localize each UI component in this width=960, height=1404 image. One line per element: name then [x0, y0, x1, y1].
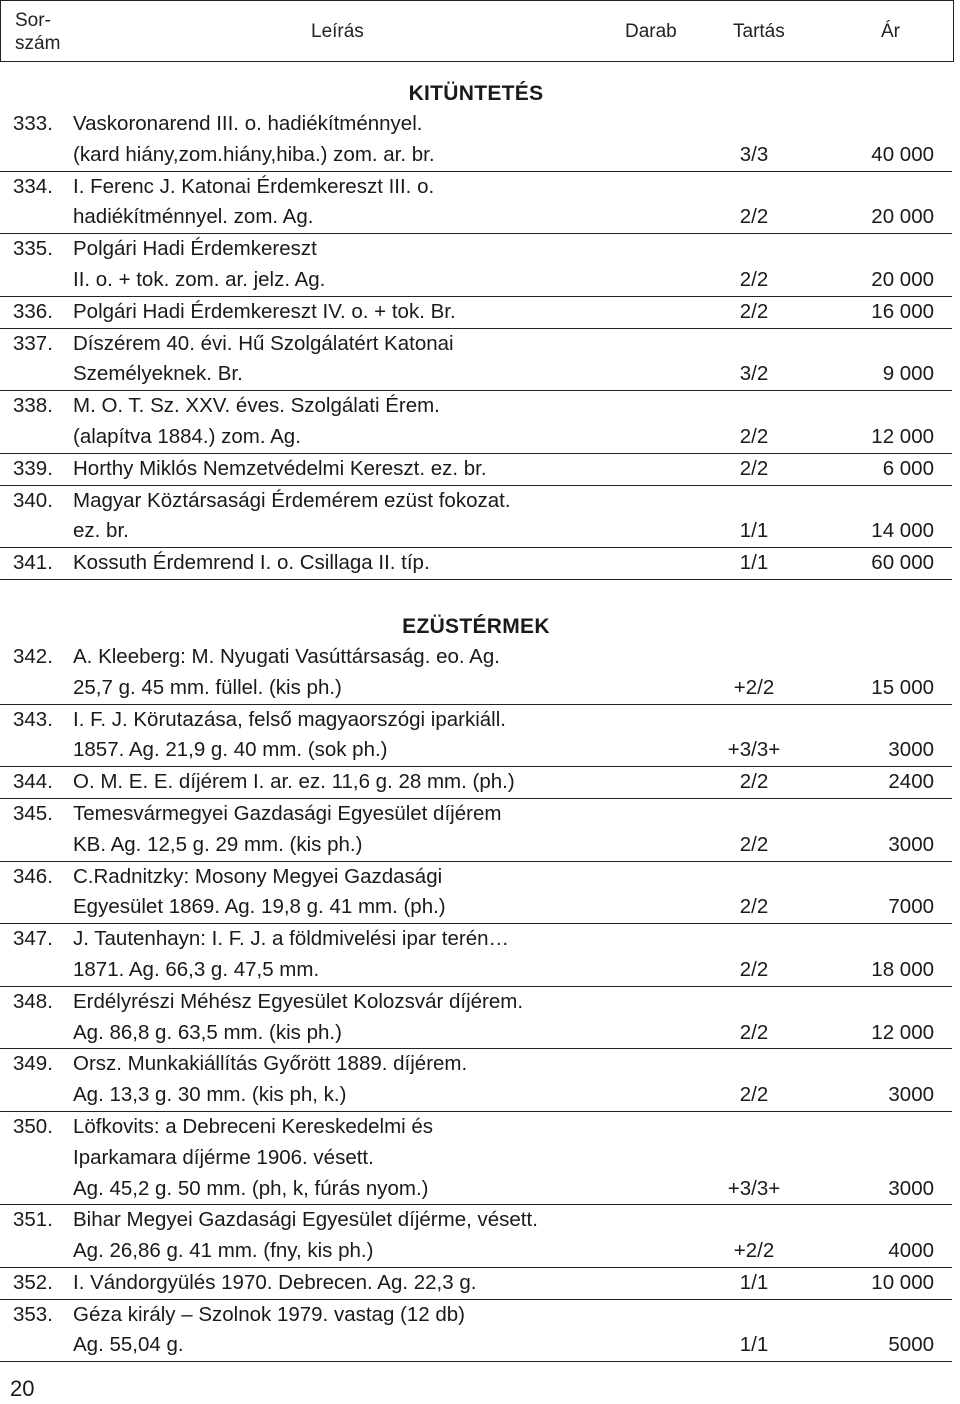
catalog-list [0, 78, 952, 1362]
item-line [0, 1112, 952, 1143]
item-line [0, 172, 952, 203]
item-grade: 1/1 [739, 1333, 769, 1357]
item-price: 6 000 [882, 456, 934, 480]
section-title: EZÜSTÉRMEK [402, 614, 550, 638]
item-grade: +2/2 [733, 1239, 775, 1263]
item-description: ez. br. [73, 519, 129, 543]
item-grade: 2/2 [739, 205, 769, 229]
catalog-item [0, 391, 952, 454]
catalog-item [0, 642, 952, 705]
catalog-item [0, 987, 952, 1050]
item-price: 9 000 [882, 362, 934, 386]
item-line [0, 548, 952, 579]
item-description: (kard hiány,zom.hiány,hiba.) zom. ar. br. [73, 142, 435, 166]
item-description: Orsz. Munkakiállítás Győrött 1889. díjérem. [73, 1052, 468, 1076]
item-description: Iparkamara díjérme 1906. vésett. [73, 1145, 374, 1169]
item-line [0, 892, 952, 923]
catalog-item [0, 329, 952, 392]
section-spacer [0, 580, 952, 611]
catalog-item [0, 1205, 952, 1268]
item-number: 352. [13, 1270, 53, 1294]
header-leiras: Leírás [311, 21, 364, 42]
item-grade: 2/2 [739, 957, 769, 981]
catalog-item [0, 1112, 952, 1205]
item-number: 346. [13, 864, 53, 888]
item-price: 14 000 [871, 519, 934, 543]
item-price: 16 000 [871, 299, 934, 323]
item-grade: 2/2 [739, 424, 769, 448]
item-line [0, 955, 952, 986]
item-description: Polgári Hadi Érdemkereszt [73, 237, 317, 261]
item-line [0, 297, 952, 328]
item-price: 10 000 [871, 1270, 934, 1294]
catalog-item [0, 767, 952, 799]
page-number: 20 [10, 1376, 35, 1401]
catalog-item [0, 109, 952, 172]
item-description: Egyesület 1869. Ag. 19,8 g. 41 mm. (ph.) [73, 895, 446, 919]
header-ar: Ár [881, 21, 900, 42]
item-description: (alapítva 1884.) zom. Ag. [73, 424, 301, 448]
catalog-item [0, 705, 952, 768]
item-number: 341. [13, 551, 53, 575]
item-price: 12 000 [871, 1020, 934, 1044]
item-number: 342. [13, 644, 53, 668]
item-description: Erdélyrészi Méhész Egyesület Kolozsvár díjérem. [73, 989, 524, 1013]
item-description: I. Vándorgyülés 1970. Debrecen. Ag. 22,3 g. [73, 1270, 477, 1294]
item-number: 337. [13, 331, 53, 355]
item-number: 335. [13, 237, 53, 261]
item-number: 343. [13, 707, 53, 731]
item-description: 1857. Ag. 21,9 g. 40 mm. (sok ph.) [73, 738, 388, 762]
item-line [0, 1018, 952, 1049]
item-price: 3000 [888, 1083, 934, 1107]
item-line [0, 1143, 952, 1174]
header-tartas: Tartás [733, 21, 785, 42]
item-description: Ag. 86,8 g. 63,5 mm. (kis ph.) [73, 1020, 342, 1044]
item-line [0, 1174, 952, 1205]
item-grade: 2/2 [739, 267, 769, 291]
item-description: I. F. J. Körutazása, felső magyaorszógi iparkiáll. [73, 707, 506, 731]
item-line [0, 924, 952, 955]
item-description: Horthy Miklós Nemzetvédelmi Kereszt. ez. br. [73, 456, 487, 480]
item-grade: 3/2 [739, 362, 769, 386]
item-line [0, 673, 952, 704]
item-description: KB. Ag. 12,5 g. 29 mm. (kis ph.) [73, 832, 363, 856]
item-description: Kossuth Érdemrend I. o. Csillaga II. típ. [73, 551, 430, 575]
item-description: II. o. + tok. zom. ar. jelz. Ag. [73, 267, 326, 291]
item-number: 350. [13, 1114, 53, 1138]
item-price: 20 000 [871, 267, 934, 291]
item-line [0, 767, 952, 798]
catalog-item [0, 548, 952, 580]
item-line [0, 329, 952, 360]
catalog-item [0, 1268, 952, 1300]
item-line [0, 516, 952, 547]
item-number: 351. [13, 1208, 53, 1232]
item-description: Ag. 13,3 g. 30 mm. (kis ph, k.) [73, 1083, 347, 1107]
item-line [0, 1330, 952, 1361]
item-number: 338. [13, 394, 53, 418]
item-line [0, 987, 952, 1018]
item-price: 4000 [888, 1239, 934, 1263]
item-price: 20 000 [871, 205, 934, 229]
item-number: 336. [13, 299, 53, 323]
item-price: 18 000 [871, 957, 934, 981]
item-line [0, 109, 952, 140]
item-grade: 1/1 [739, 551, 769, 575]
item-line [0, 642, 952, 673]
item-grade: 2/2 [739, 1083, 769, 1107]
item-line [0, 735, 952, 766]
item-line [0, 1049, 952, 1080]
item-grade: +3/3+ [727, 1176, 781, 1200]
item-line [0, 1080, 952, 1111]
item-grade: 2/2 [739, 770, 769, 794]
item-line [0, 1205, 952, 1236]
catalog-item [0, 172, 952, 235]
item-line [0, 265, 952, 296]
item-number: 348. [13, 989, 53, 1013]
item-description: J. Tautenhayn: I. F. J. a földmivelési ipar terén… [73, 927, 510, 951]
item-line [0, 705, 952, 736]
item-grade: +2/2 [733, 675, 775, 699]
item-line [0, 799, 952, 830]
header-darab: Darab [625, 21, 677, 42]
item-price: 40 000 [871, 142, 934, 166]
item-number: 344. [13, 770, 53, 794]
item-line [0, 422, 952, 453]
item-description: Ag. 26,86 g. 41 mm. (fny, kis ph.) [73, 1239, 374, 1263]
item-price: 3000 [888, 1176, 934, 1200]
item-grade: 2/2 [739, 832, 769, 856]
catalog-item [0, 234, 952, 297]
item-price: 5000 [888, 1333, 934, 1357]
item-line [0, 234, 952, 265]
item-line [0, 202, 952, 233]
item-grade: 2/2 [739, 895, 769, 919]
item-description: Géza király – Szolnok 1979. vastag (12 db) [73, 1302, 465, 1326]
item-description: Ag. 45,2 g. 50 mm. (ph, k, fúrás nyom.) [73, 1176, 429, 1200]
catalog-item [0, 297, 952, 329]
item-description: Bihar Megyei Gazdasági Egyesület díjérme, vésett. [73, 1208, 538, 1232]
item-price: 15 000 [871, 675, 934, 699]
item-line [0, 1300, 952, 1331]
catalog-item [0, 454, 952, 486]
item-description: A. Kleeberg: M. Nyugati Vasúttársaság. eo. Ag. [73, 644, 500, 668]
catalog-item [0, 486, 952, 549]
catalog-item [0, 1049, 952, 1112]
catalog-item [0, 862, 952, 925]
item-grade: +3/3+ [727, 738, 781, 762]
item-description: Polgári Hadi Érdemkereszt IV. o. + tok. Br. [73, 299, 456, 323]
item-line [0, 1236, 952, 1267]
item-price: 3000 [888, 832, 934, 856]
item-number: 349. [13, 1052, 53, 1076]
item-grade: 3/3 [739, 142, 769, 166]
item-grade: 2/2 [739, 456, 769, 480]
item-price: 12 000 [871, 424, 934, 448]
item-description: C.Radnitzky: Mosony Megyei Gazdasági [73, 864, 443, 888]
item-number: 353. [13, 1302, 53, 1326]
header-sorszam: Sor- szám [15, 10, 61, 54]
item-description: Löfkovits: a Debreceni Kereskedelmi és [73, 1114, 434, 1138]
item-description: Személyeknek. Br. [73, 362, 243, 386]
item-number: 345. [13, 801, 53, 825]
item-grade: 2/2 [739, 299, 769, 323]
item-price: 2400 [888, 770, 934, 794]
item-line [0, 830, 952, 861]
item-description: Díszérem 40. évi. Hű Szolgálatért Katonai [73, 331, 454, 355]
item-grade: 2/2 [739, 1020, 769, 1044]
item-description: Ag. 55,04 g. [73, 1333, 184, 1357]
item-number: 333. [13, 112, 53, 135]
item-number: 334. [13, 174, 53, 198]
item-description: hadiékítménnyel. zom. Ag. [73, 205, 314, 229]
item-description: Vaskoronarend III. o. hadiékítménnyel. [73, 112, 423, 135]
item-description: Magyar Köztársasági Érdemérem ezüst fokozat. [73, 488, 511, 512]
item-grade: 1/1 [739, 1270, 769, 1294]
item-line [0, 862, 952, 893]
table-header [0, 0, 954, 62]
item-number: 339. [13, 456, 53, 480]
item-line [0, 1268, 952, 1299]
item-line [0, 140, 952, 171]
item-description: M. O. T. Sz. XXV. éves. Szolgálati Érem. [73, 394, 440, 418]
catalog-item [0, 799, 952, 862]
item-number: 347. [13, 927, 53, 951]
item-description: 1871. Ag. 66,3 g. 47,5 mm. [73, 957, 320, 981]
item-line [0, 486, 952, 517]
item-grade: 1/1 [739, 519, 769, 543]
catalog-item [0, 1300, 952, 1363]
section-title: KITÜNTETÉS [408, 82, 544, 105]
item-price: 3000 [888, 738, 934, 762]
item-price: 60 000 [871, 551, 934, 575]
item-line [0, 391, 952, 422]
item-description: I. Ferenc J. Katonai Érdemkereszt III. o. [73, 174, 435, 198]
item-description: 25,7 g. 45 mm. füllel. (kis ph.) [73, 675, 342, 699]
item-description: Temesvármegyei Gazdasági Egyesület díjérem [73, 801, 502, 825]
item-line [0, 359, 952, 390]
item-price: 7000 [888, 895, 934, 919]
catalog-item [0, 924, 952, 987]
item-line [0, 454, 952, 485]
item-number: 340. [13, 488, 53, 512]
item-description: O. M. E. E. díjérem I. ar. ez. 11,6 g. 28 mm. (ph.) [73, 770, 515, 794]
